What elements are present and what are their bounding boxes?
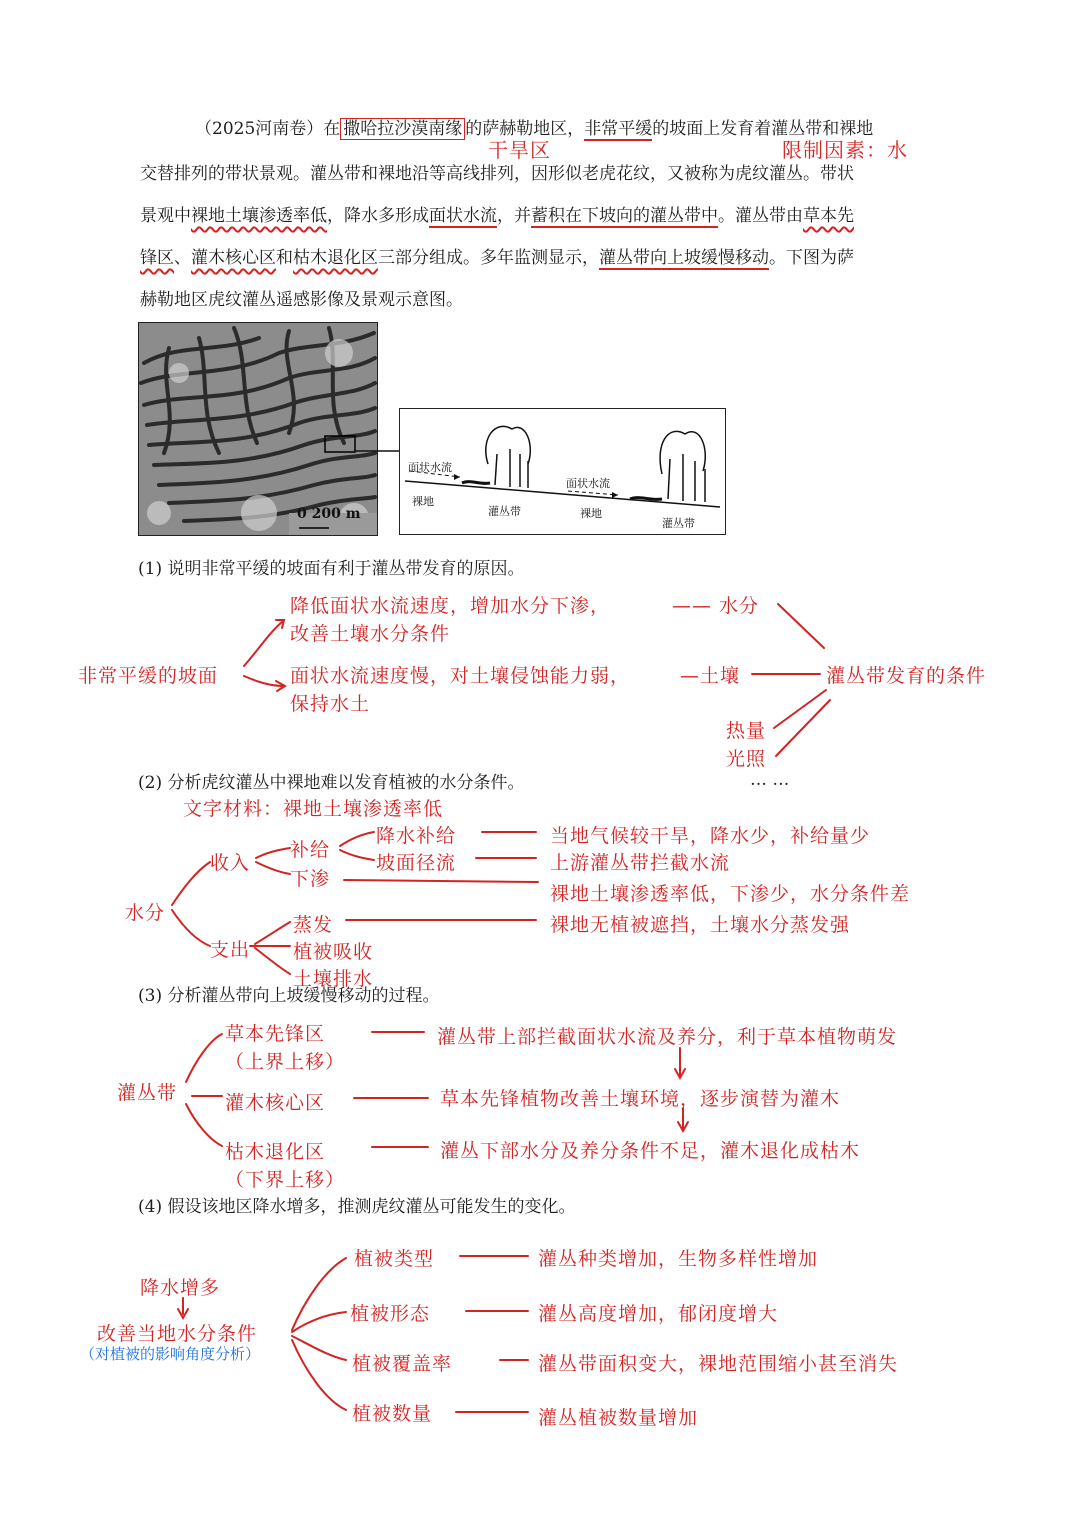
label-shrub-right: 灌丛带 xyxy=(662,517,695,530)
question-line-2: 交替排列的带状景观。灌丛带和裸地沿等高线排列，因形似老虎花纹，又被称为虎纹灌丛。带状 xyxy=(140,164,854,184)
question-line-5: 赫勒地区虎纹灌丛遥感影像及景观示意图。 xyxy=(140,290,463,310)
question-source: （2025河南卷） xyxy=(195,119,324,139)
question-line-4: 锋区、灌木核心区和枯木退化区三部分组成。多年监测显示，灌丛带向上坡缓慢移动。下图为萨 xyxy=(140,248,854,268)
q3-zone-pioneer-sub: （上界上移） xyxy=(225,1051,346,1073)
q3-zone-pioneer-note: 灌丛带上部拦截面状水流及养分，利于草本植物萌发 xyxy=(437,1026,898,1048)
q4-coverage: 植被覆盖率 xyxy=(352,1353,453,1375)
q4-improve-water: 改善当地水分条件 xyxy=(97,1323,258,1345)
q1-heat: 热量 xyxy=(726,720,767,742)
q2-evaporation: 蒸发 xyxy=(293,914,334,936)
question-line-1: （2025河南卷）在 撒哈拉沙漠南缘 的萨赫勒地区，非常平缓的坡面上发育着灌丛带和裸地 xyxy=(195,119,874,139)
q3-zone-dead-sub: （下界上移） xyxy=(225,1169,346,1191)
label-sheet-flow-right: 面状水流 xyxy=(566,477,610,490)
q1-light: 光照 xyxy=(726,748,767,770)
label-bare-right: 裸地 xyxy=(580,507,602,520)
q3-zone-dead-note: 灌丛下部水分及养分条件不足，灌木退化成枯木 xyxy=(440,1140,861,1162)
q4-coverage-note: 灌丛带面积变大，裸地范围缩小甚至消失 xyxy=(538,1353,899,1375)
q1-branch-b-line1: 面状水流速度慢，对土壤侵蚀能力弱， xyxy=(290,665,631,687)
note-dry-region: 干旱区 xyxy=(488,138,551,162)
q2-rain: 降水补给 xyxy=(376,825,457,847)
q3-zone-dead: 枯木退化区 xyxy=(225,1141,326,1163)
q2-material: 文字材料：裸地土壤渗透率低 xyxy=(183,798,444,820)
q3-root: 灌丛带 xyxy=(117,1082,178,1104)
q4-type-note: 灌丛种类增加，生物多样性增加 xyxy=(538,1248,819,1270)
q2-runoff-note: 上游灌丛带拦截水流 xyxy=(550,852,731,874)
q1-result: 灌丛带发育的条件 xyxy=(826,665,987,687)
q2-infiltration-note: 裸地土壤渗透率低，下渗少，水分条件差 xyxy=(550,883,911,905)
q1-branch-a-line2: 改善土壤水分条件 xyxy=(290,623,451,645)
q2-supply: 补给 xyxy=(290,839,331,861)
q1-branch-a-line1: 降低面状水流速度，增加水分下渗， xyxy=(290,595,611,617)
q4-quantity: 植被数量 xyxy=(352,1403,433,1425)
q1-prompt: (1) 说明非常平缓的坡面有利于灌丛带发育的原因。 xyxy=(138,559,525,579)
label-shrub-left: 灌丛带 xyxy=(488,505,521,518)
q3-zone-core: 灌木核心区 xyxy=(225,1092,326,1114)
label-sheet-flow-left: 面状水流 xyxy=(408,461,452,474)
q2-rain-note: 当地气候较干旱，降水少，补给量少 xyxy=(550,825,871,847)
q2-income: 收入 xyxy=(210,852,251,874)
q1-root: 非常平缓的坡面 xyxy=(78,665,219,687)
q2-plant-uptake: 植被吸收 xyxy=(293,941,374,963)
q2-soil-drainage: 土壤排水 xyxy=(293,968,374,990)
q3-prompt: (3) 分析灌丛带向上坡缓慢移动的过程。 xyxy=(138,986,440,1006)
q2-expense: 支出 xyxy=(210,939,251,961)
q1-tag-water: —— 水分 xyxy=(672,595,760,617)
satellite-image xyxy=(138,322,378,536)
q2-prompt: (2) 分析虎纹灌丛中裸地难以发育植被的水分条件。 xyxy=(138,773,525,793)
q4-form: 植被形态 xyxy=(350,1303,431,1325)
q3-zone-core-note: 草本先锋植物改善土壤环境，逐步演替为灌木 xyxy=(440,1088,841,1110)
q2-runoff: 坡面径流 xyxy=(376,852,457,874)
q4-type: 植被类型 xyxy=(354,1248,435,1270)
boxed-region: 撒哈拉沙漠南缘 xyxy=(340,118,465,140)
label-bare-left: 裸地 xyxy=(412,495,434,508)
tiger-bush-stripes xyxy=(139,323,377,535)
q2-root: 水分 xyxy=(125,902,166,924)
q1-tag-soil: —土壤 xyxy=(680,665,741,687)
q4-prompt: (4) 假设该地区降水增多，推测虎纹灌丛可能发生的变化。 xyxy=(138,1197,576,1217)
q4-quantity-note: 灌丛植被数量增加 xyxy=(538,1407,699,1429)
question-line-3: 景观中裸地土壤渗透率低，降水多形成面状水流，并蓄积在下坡向的灌丛带中。灌丛带由草本先 xyxy=(140,206,854,226)
q2-evaporation-note: 裸地无植被遮挡，土壤水分蒸发强 xyxy=(550,914,851,936)
q4-form-note: 灌丛高度增加，郁闭度增大 xyxy=(538,1303,779,1325)
q1-etc: … … xyxy=(750,770,790,790)
q1-branch-b-line2: 保持水土 xyxy=(290,693,371,715)
q4-rain-increase: 降水增多 xyxy=(140,1277,221,1299)
landscape-diagram xyxy=(399,408,726,535)
scale-label: 0 200 m xyxy=(297,506,361,522)
q2-infiltration: 下渗 xyxy=(290,868,331,890)
note-limiting-factor: 限制因素：水 xyxy=(782,138,908,162)
q4-hint: （对植被的影响角度分析） xyxy=(80,1345,261,1363)
q3-zone-pioneer: 草本先锋区 xyxy=(225,1023,326,1045)
